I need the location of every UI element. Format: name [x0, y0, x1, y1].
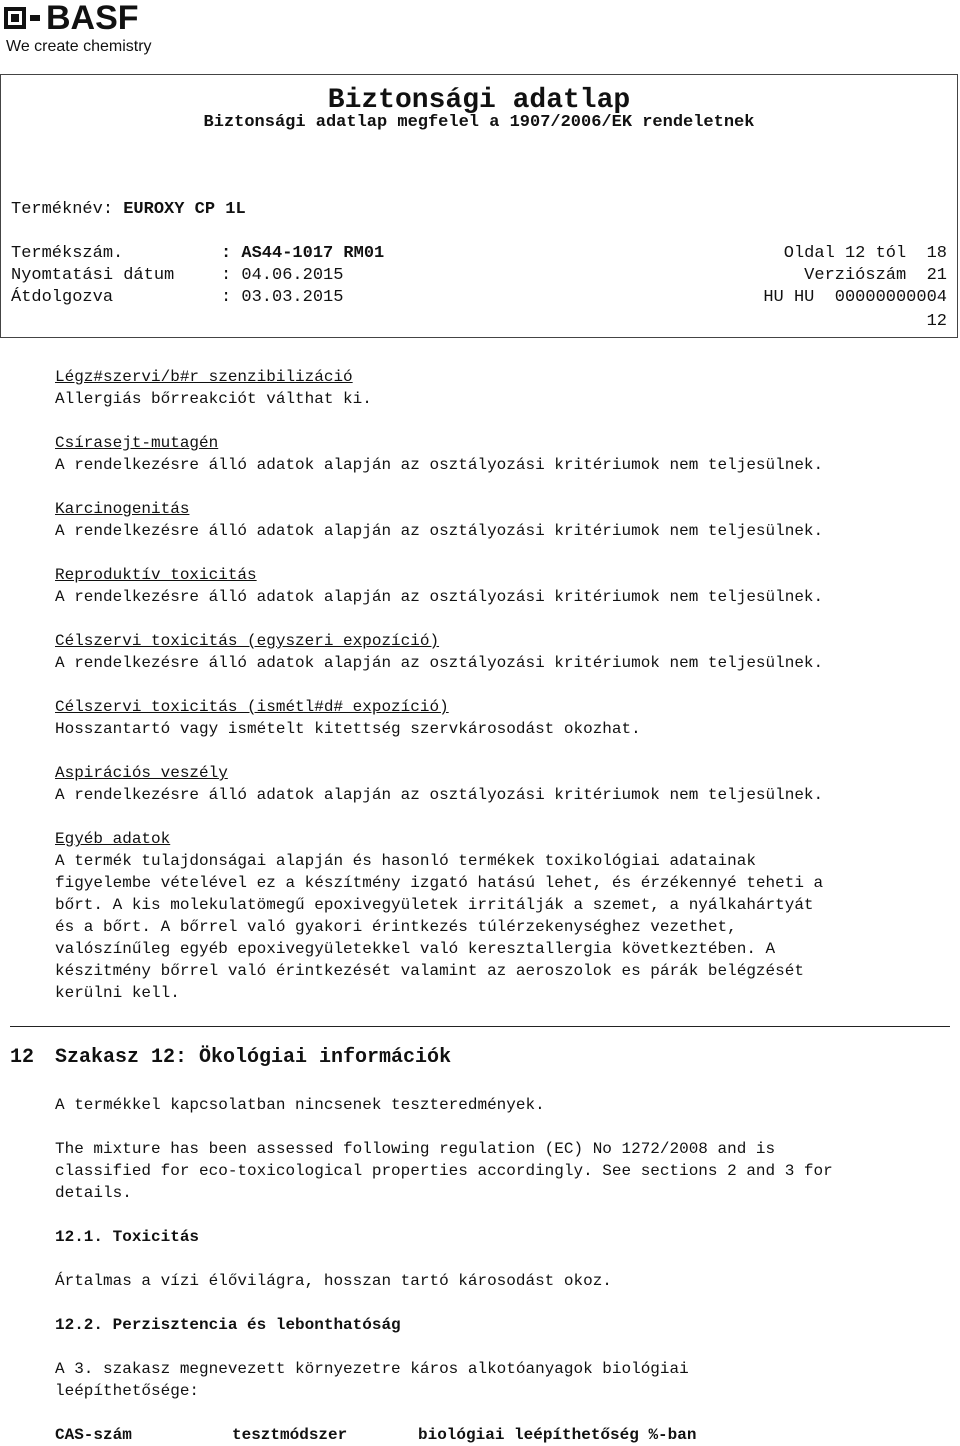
column-header-cas: CAS-szám [55, 1426, 132, 1444]
other-info-line: kerülni kell. [55, 984, 180, 1002]
toxicology-sections [55, 366, 950, 1004]
other-info-line: készitmény bőrrel való érintkezését valamint az aeroszolok es párák belégzését [55, 962, 804, 980]
header-row [11, 287, 343, 309]
other-info-heading: Egyéb adatok [55, 830, 171, 848]
other-info-line: bőrt. A kis molekulatömegű epoxivegyületek irritálják a szemet, a nyálkahártyát [55, 896, 814, 914]
header-row-value: : AS44-1017 RM01 [221, 244, 385, 263]
product-label: Terméknév: [11, 200, 114, 219]
basf-logo [4, 2, 164, 58]
document-code-extra: 12 [926, 312, 947, 331]
section-heading: Célszervi toxicitás (egyszeri expozíció) [55, 632, 440, 650]
other-info-line: A termék tulajdonságai alapján és hasonló termékek toxikológiai adatainak [55, 852, 756, 870]
mixture-line: classified for eco-toxicological properties accordingly. See sections 2 and 3 for [55, 1162, 833, 1180]
section-text: Allergiás bőrreakciót válthat ki. [55, 390, 372, 408]
other-info-line: figyelembe vételével ez a készítmény izgató hatású lehet, és érzékennyé teheti a [55, 874, 824, 892]
document-subtitle: Biztonsági adatlap megfelel a 1907/2006/EK rendeletnek [203, 113, 755, 132]
header-row-label: Nyomtatási dátum [11, 266, 175, 285]
header-row-label: Termékszám. [11, 244, 124, 263]
mixture-line: The mixture has been assessed following regulation (EC) No 1272/2008 and is [55, 1140, 776, 1158]
section-heading: Csírasejt-mutagén [55, 434, 219, 452]
section-heading: Aspirációs veszély [55, 764, 228, 782]
mixture-line: details. [55, 1184, 132, 1202]
page-indicator: Oldal 12 tól 18 [783, 244, 947, 263]
column-header-method: tesztmódszer [232, 1426, 348, 1444]
other-info-line: valószínűleg egyéb epoxivegyületekkel való keresztallergia következtében. A [55, 940, 776, 958]
section-number: 12 [10, 1046, 35, 1069]
product-name-line [11, 199, 246, 221]
subsection-title-persistence: 12.2. Perzisztencia és lebonthatóság [55, 1316, 401, 1334]
header-row [11, 265, 343, 287]
section-text: Hosszantartó vagy ismételt kitettség szervkárosodást okozhat. [55, 720, 641, 738]
subsection-title-toxicity: 12.1. Toxicitás [55, 1228, 200, 1246]
other-info-line: és a bőrt. A bőrrel való gyakori érintkezés túlérzekenységhez vezethet, [55, 918, 737, 936]
table-header [55, 1424, 950, 1446]
product-value: EUROXY CP 1L [123, 200, 246, 219]
basf-square-icon [4, 7, 26, 29]
section-heading: Karcinogenitás [55, 500, 190, 518]
intro-text: A termékkel kapcsolatban nincsenek teszteredmények. [55, 1096, 545, 1114]
persistence-line: A 3. szakasz megnevezett környezetre káros alkotóanyagok biológiai [55, 1360, 689, 1378]
section-text: A rendelkezésre álló adatok alapján az osztályozási kritériumok nem teljesülnek. [55, 588, 824, 606]
header-row [11, 243, 384, 265]
document-title: Biztonsági adatlap [327, 85, 631, 116]
section-heading: Célszervi toxicitás (ismétl#d# expozíció) [55, 698, 449, 716]
section-text: A rendelkezésre álló adatok alapján az osztályozási kritériumok nem teljesülnek. [55, 456, 824, 474]
section-heading: Reproduktív toxicitás [55, 566, 257, 584]
section-title: Szakasz 12: Ökológiai információk [55, 1046, 452, 1069]
version-indicator: Verziószám 21 [804, 266, 947, 285]
brand-tagline: We create chemistry [6, 38, 152, 55]
column-header-biodegradability: biológiai leépíthetőség %-ban [418, 1426, 697, 1444]
section-text: A rendelkezésre álló adatok alapján az osztályozási kritériumok nem teljesülnek. [55, 654, 824, 672]
ecology-section [55, 1094, 950, 1446]
toxicity-text: Ártalmas a vízi élővilágra, hosszan tartó károsodást okoz. [55, 1272, 612, 1290]
section-text: A rendelkezésre álló adatok alapján az osztályozási kritériumok nem teljesülnek. [55, 786, 824, 804]
document-code: HU HU 00000000004 [763, 288, 947, 307]
section-text: A rendelkezésre álló adatok alapján az osztályozási kritériumok nem teljesülnek. [55, 522, 824, 540]
section-heading: Légz#szervi/b#r szenzibilizáció [55, 368, 353, 386]
document-header [0, 74, 958, 338]
basf-dash-icon [30, 15, 40, 21]
header-row-label: Átdolgozva [11, 288, 114, 307]
brand-name: BASF [46, 0, 139, 37]
header-row-value: : 03.03.2015 [221, 288, 344, 307]
persistence-line: leépíthetősége: [55, 1382, 200, 1400]
header-row-value: : 04.06.2015 [221, 266, 344, 285]
section-divider [10, 1026, 950, 1027]
